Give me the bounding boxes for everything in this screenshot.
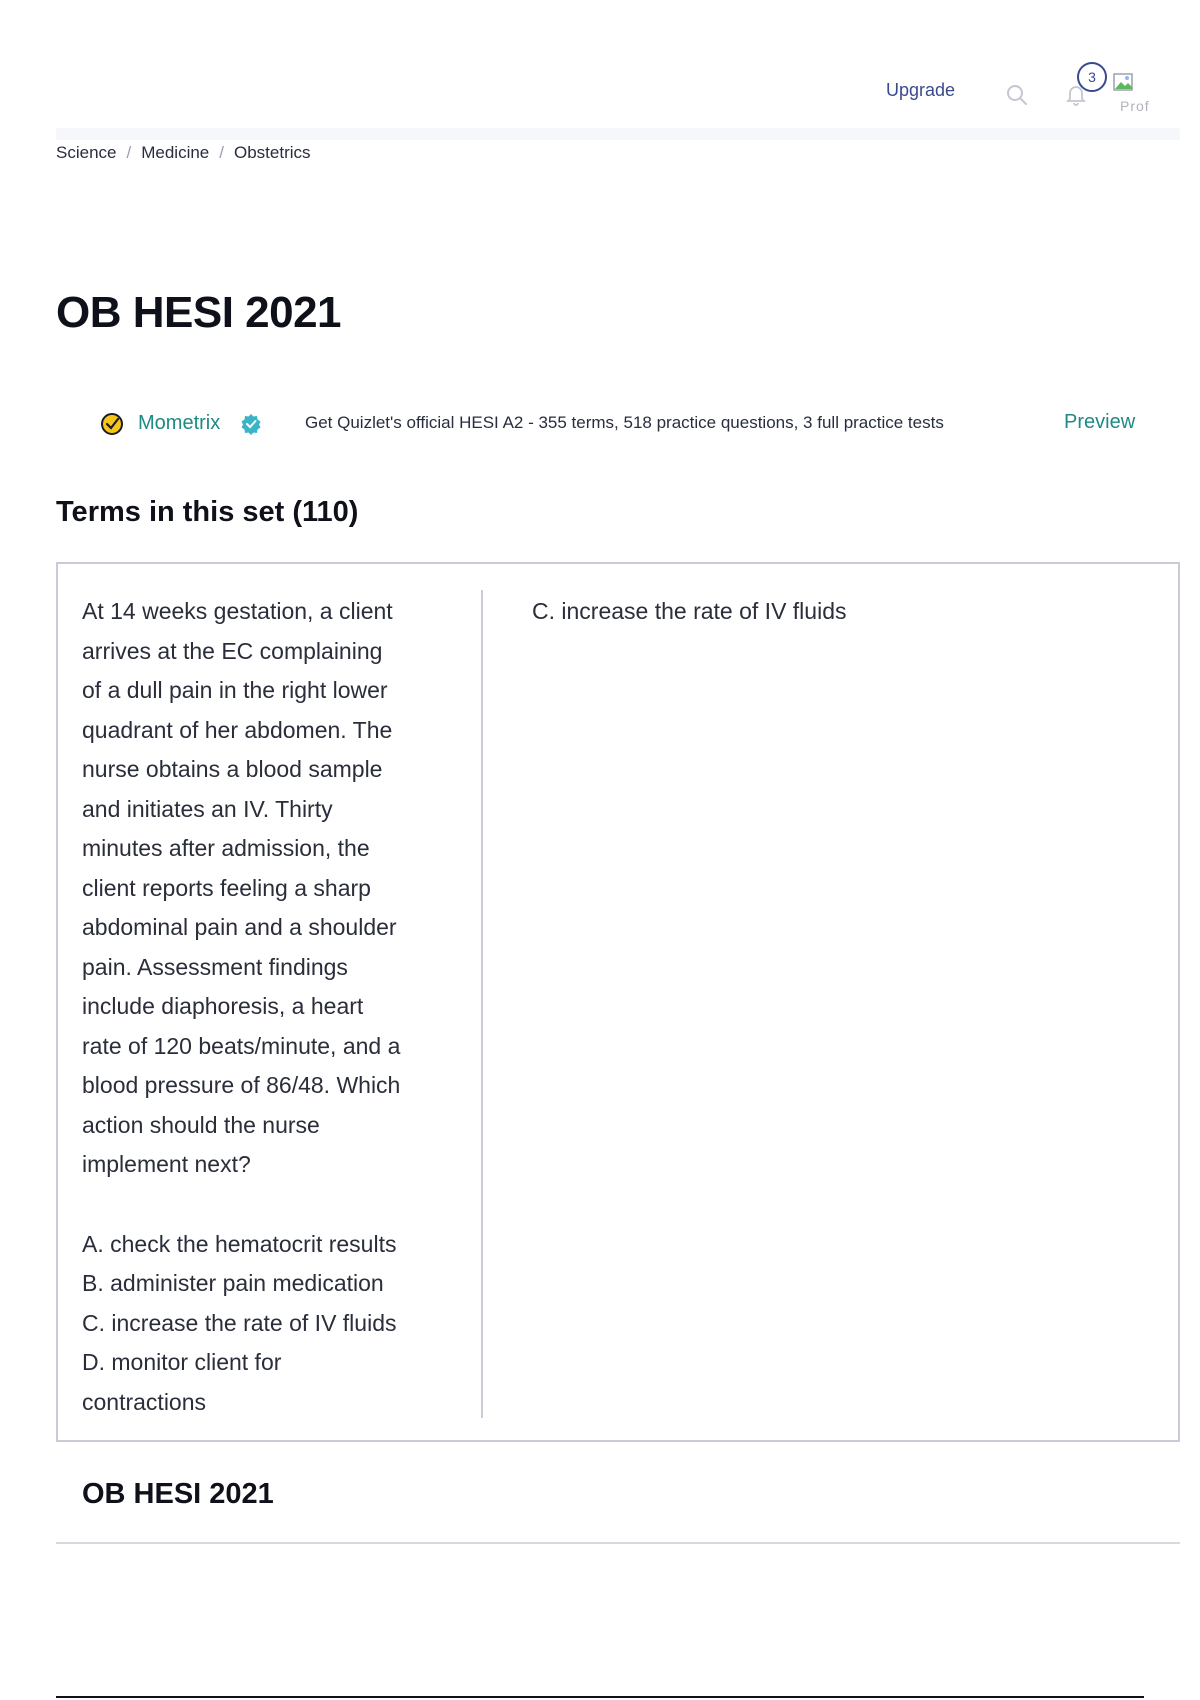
breadcrumb-separator: / — [219, 143, 224, 162]
option-c: C. increase the rate of IV fluids — [82, 1309, 397, 1336]
term-line: abdominal pain and a shoulder — [82, 914, 397, 940]
terms-heading: Terms in this set (110) — [56, 496, 359, 528]
verified-icon — [240, 413, 262, 435]
notification-count-badge[interactable]: 3 — [1077, 62, 1107, 92]
breadcrumb-separator: / — [126, 143, 132, 162]
option-d-continued: contractions — [82, 1388, 207, 1415]
term-line: include diaphoresis, a heart — [82, 993, 364, 1019]
preview-link[interactable]: Preview — [1064, 411, 1136, 433]
term-line: arrives at the EC complaining — [82, 637, 383, 664]
term-side — [82, 592, 452, 1422]
option-b: B. administer pain medication — [82, 1270, 384, 1296]
term-line: of a dull pain in the right lower — [82, 677, 388, 703]
term-question — [82, 592, 452, 1185]
term-line: blood pressure of 86/48. Which — [82, 1072, 401, 1098]
header-divider — [56, 128, 1180, 140]
bottom-divider — [56, 1696, 1144, 1698]
term-line: quadrant of her abdomen. The — [82, 716, 393, 743]
term-line: rate of 120 beats/minute, and a — [82, 1032, 401, 1059]
breadcrumb-science[interactable]: Science — [56, 143, 117, 162]
term-line: client reports feeling a sharp — [82, 874, 371, 901]
term-card — [56, 562, 1180, 1442]
avatar-alt-text: Prof — [1120, 98, 1150, 114]
set-title: OB HESI 2021 — [56, 288, 342, 337]
term-line: nurse obtains a blood sample — [82, 756, 383, 782]
option-d: D. monitor client for — [82, 1349, 282, 1375]
broken-image-icon — [1112, 70, 1136, 94]
term-line: minutes after admission, the — [82, 835, 370, 861]
upgrade-link[interactable]: Upgrade — [886, 80, 956, 100]
term-line: pain. Assessment findings — [82, 953, 348, 980]
term-line: At 14 weeks gestation, a client — [82, 598, 393, 624]
definition-side: C. increase the rate of IV fluids — [532, 598, 847, 624]
term-line: and initiates an IV. Thirty — [82, 795, 333, 822]
profile-avatar[interactable] — [1110, 68, 1160, 118]
promo-brand-name[interactable]: Mometrix — [138, 412, 221, 434]
option-a: A. check the hematocrit results — [82, 1230, 397, 1257]
breadcrumb-obstetrics[interactable]: Obstetrics — [234, 143, 311, 162]
promo-text: Get Quizlet's official HESI A2 - 355 terms, 518 practice questions, 3 full practice tests — [305, 413, 944, 432]
search-icon[interactable] — [1006, 84, 1028, 106]
top-header — [0, 0, 1200, 130]
breadcrumb — [56, 143, 311, 163]
footer-set-title: OB HESI 2021 — [82, 1478, 274, 1510]
check-badge-icon — [100, 412, 124, 436]
term-line: action should the nurse — [82, 1111, 320, 1138]
footer-divider — [56, 1542, 1180, 1544]
card-divider — [481, 590, 483, 1418]
term-line: implement next? — [82, 1151, 251, 1177]
promo-banner — [100, 408, 1160, 440]
breadcrumb-medicine[interactable]: Medicine — [141, 143, 210, 162]
answer-options — [82, 1225, 452, 1423]
